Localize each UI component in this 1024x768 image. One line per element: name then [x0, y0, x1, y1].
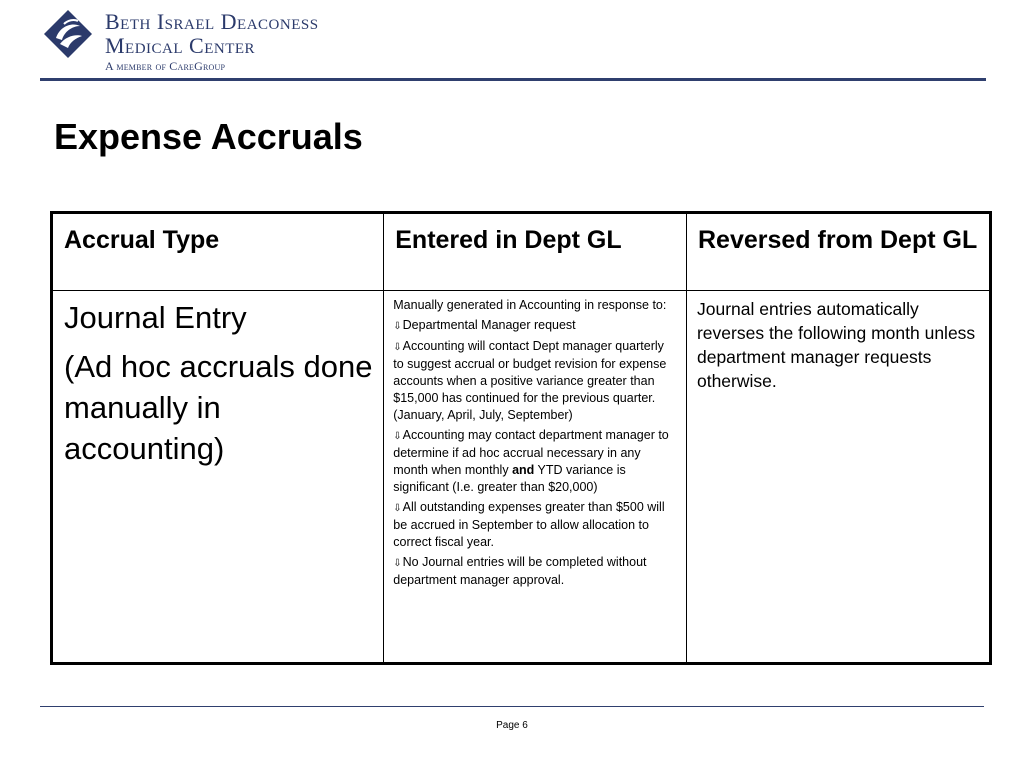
- slide-title: Expense Accruals: [54, 116, 363, 157]
- list-item: ⇩Departmental Manager request: [393, 318, 576, 332]
- page-number: Page 6: [496, 720, 528, 731]
- org-name-line2: Medical Center: [105, 33, 256, 58]
- entered-cell: [384, 291, 687, 664]
- entered-intro: Manually generated in Accounting in response to:: [393, 298, 667, 312]
- accrual-type-cell: [52, 291, 384, 664]
- table-row: [52, 291, 991, 664]
- column-header: Reversed from Dept GL: [686, 213, 990, 291]
- column-header: Entered in Dept GL: [384, 213, 687, 291]
- org-affiliation: A member of CareGroup: [105, 59, 226, 73]
- table-header-row: [52, 213, 991, 291]
- arrow-down-icon: ⇩: [393, 503, 402, 514]
- header-divider: [40, 78, 986, 81]
- column-header: Accrual Type: [52, 213, 384, 291]
- list-item: ⇩Accounting may contact department manager to determine if ad hoc accrual necessary in any month when monthly and YTD variance is significant (I.e. greater than $20,000): [393, 428, 669, 494]
- slide-header: [0, 0, 1024, 82]
- org-name: [105, 10, 319, 74]
- accruals-table: [50, 211, 992, 665]
- list-item: ⇩All outstanding expenses greater than $500 will be accrued in September to allow allocation to correct fiscal year.: [393, 500, 665, 549]
- bidmc-logo-icon: [42, 8, 94, 60]
- list-item: ⇩Accounting will contact Dept manager quarterly to suggest accrual or budget revision for expense accounts when a positive variance greater than $15,000 has continued for the previous quarter. (January, April, July, September): [393, 339, 667, 422]
- org-name-line1: Beth Israel Deaconess: [105, 9, 319, 34]
- arrow-down-icon: ⇩: [393, 342, 402, 353]
- footer-divider: [40, 706, 984, 707]
- arrow-down-icon: ⇩: [393, 321, 402, 332]
- accrual-type: Journal Entry: [64, 300, 247, 335]
- accrual-type-note: (Ad hoc accruals done manually in accounting): [64, 349, 373, 466]
- arrow-down-icon: ⇩: [393, 431, 402, 442]
- list-item: ⇩No Journal entries will be completed without department manager approval.: [393, 555, 647, 587]
- reversed-cell: Journal entries automatically reverses the following month unless department manager requests otherwise.: [686, 291, 990, 664]
- arrow-down-icon: ⇩: [393, 558, 402, 569]
